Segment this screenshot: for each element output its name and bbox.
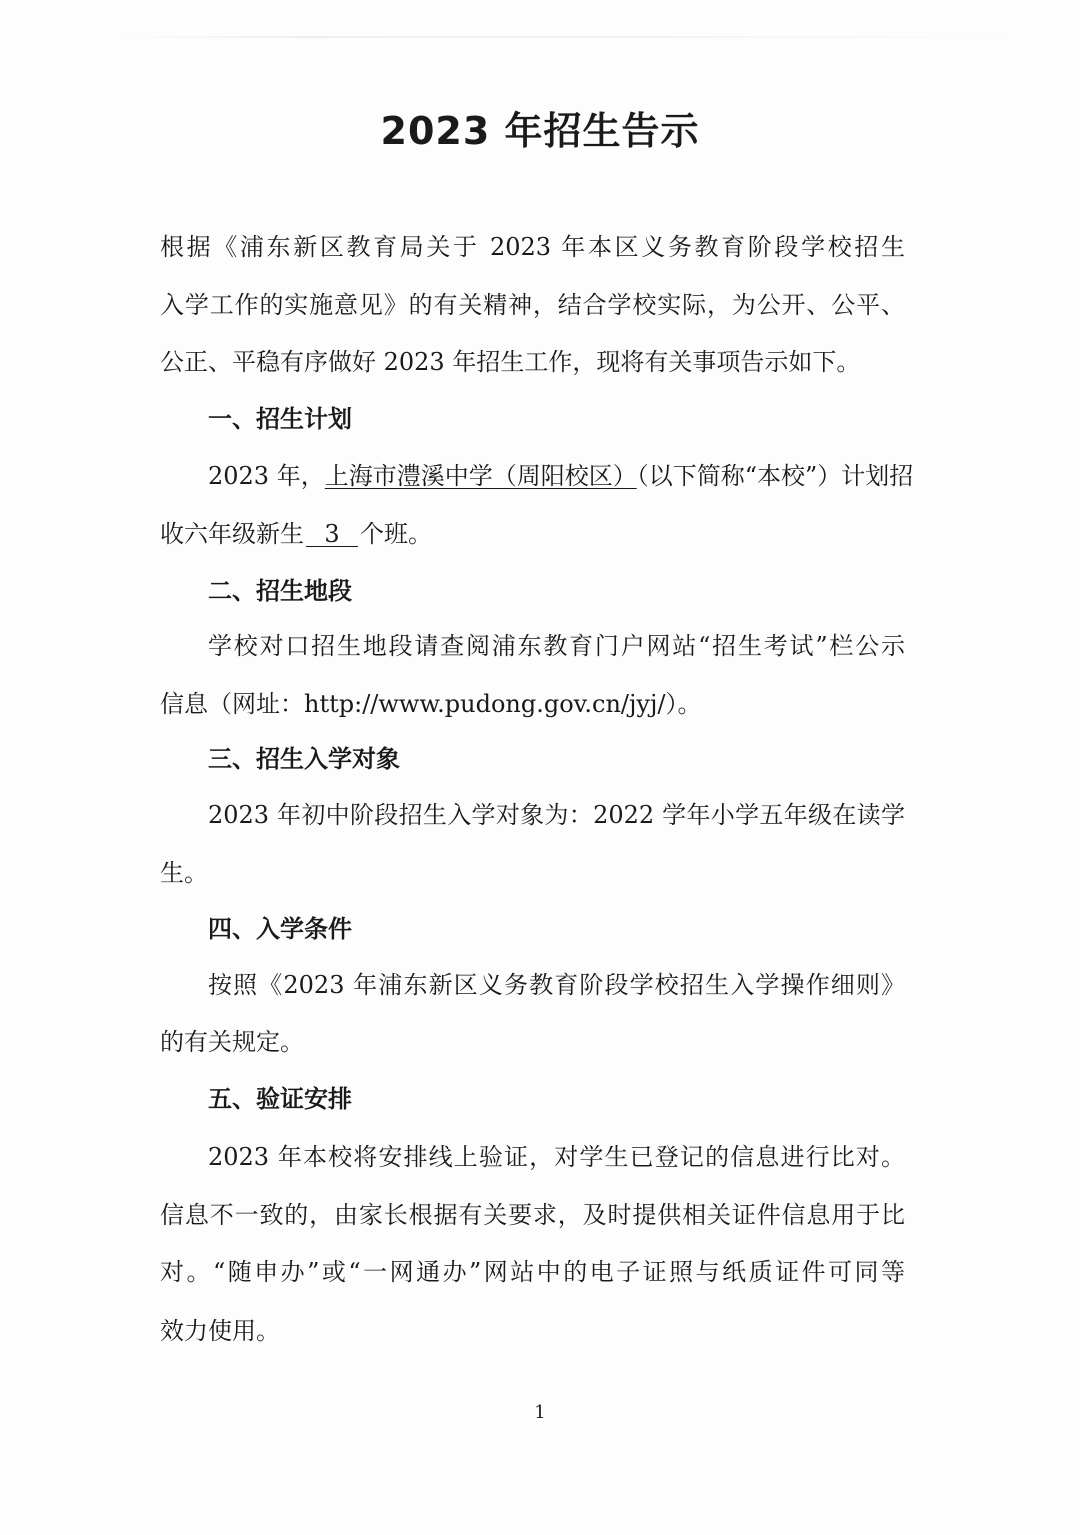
section-1-heading: 一、招生计划 [208, 405, 352, 433]
intro-line-3: 公正、平稳有序做好 2023 年招生工作，现将有关事项告示如下。 [160, 348, 861, 376]
page-number: 1 [534, 1402, 546, 1423]
section-4-heading: 四、入学条件 [208, 915, 352, 943]
section-5-line-2: 信息不一致的，由家长根据有关要求，及时提供相关证件信息用于比 [160, 1201, 905, 1229]
school-name: 上海市澧溪中学（周阳校区） [324, 462, 637, 490]
document-title: 2023 年招生告示 [380, 109, 700, 153]
section-4-line-1: 按照《2023 年浦东新区义务教育阶段学校招生入学操作细则》 [208, 971, 905, 999]
section-5-line-3: 对。“随申办”或“一网通办”网站中的电子证照与纸质证件可同等 [160, 1258, 905, 1286]
section-2-heading: 二、招生地段 [208, 577, 352, 605]
section-1-line-1 [208, 461, 914, 491]
intro-line-2: 入学工作的实施意见》的有关精神，结合学校实际，为公开、公平、 [160, 291, 905, 319]
section-1-line-2 [160, 519, 432, 549]
section-5-line-1: 2023 年本校将安排线上验证，对学生已登记的信息进行比对。 [208, 1143, 905, 1171]
section-3-line-1: 2023 年初中阶段招生入学对象为：2022 学年小学五年级在读学 [208, 801, 905, 829]
section-3-heading: 三、招生入学对象 [208, 745, 400, 773]
scan-artifact [120, 36, 1020, 38]
section-4-line-2: 的有关规定。 [160, 1028, 304, 1056]
section-1-line-2-prefix: 收六年级新生 [160, 520, 304, 548]
section-1-line-1-suffix: （以下简称“本校”）计划招 [636, 462, 914, 490]
intro-line-1: 根据《浦东新区教育局关于 2023 年本区义务教育阶段学校招生 [160, 233, 905, 261]
section-1-year-prefix: 2023 年， [208, 462, 325, 490]
class-count: 3 [306, 522, 358, 547]
section-5-heading: 五、验证安排 [208, 1085, 352, 1113]
section-2-line-1: 学校对口招生地段请查阅浦东教育门户网站“招生考试”栏公示 [208, 632, 905, 660]
section-5-line-4: 效力使用。 [160, 1317, 280, 1345]
section-3-line-2: 生。 [160, 859, 208, 887]
section-1-line-2-suffix: 个班。 [360, 520, 432, 548]
section-2-line-2: 信息（网址：http://www.pudong.gov.cn/jyj/）。 [160, 690, 702, 718]
